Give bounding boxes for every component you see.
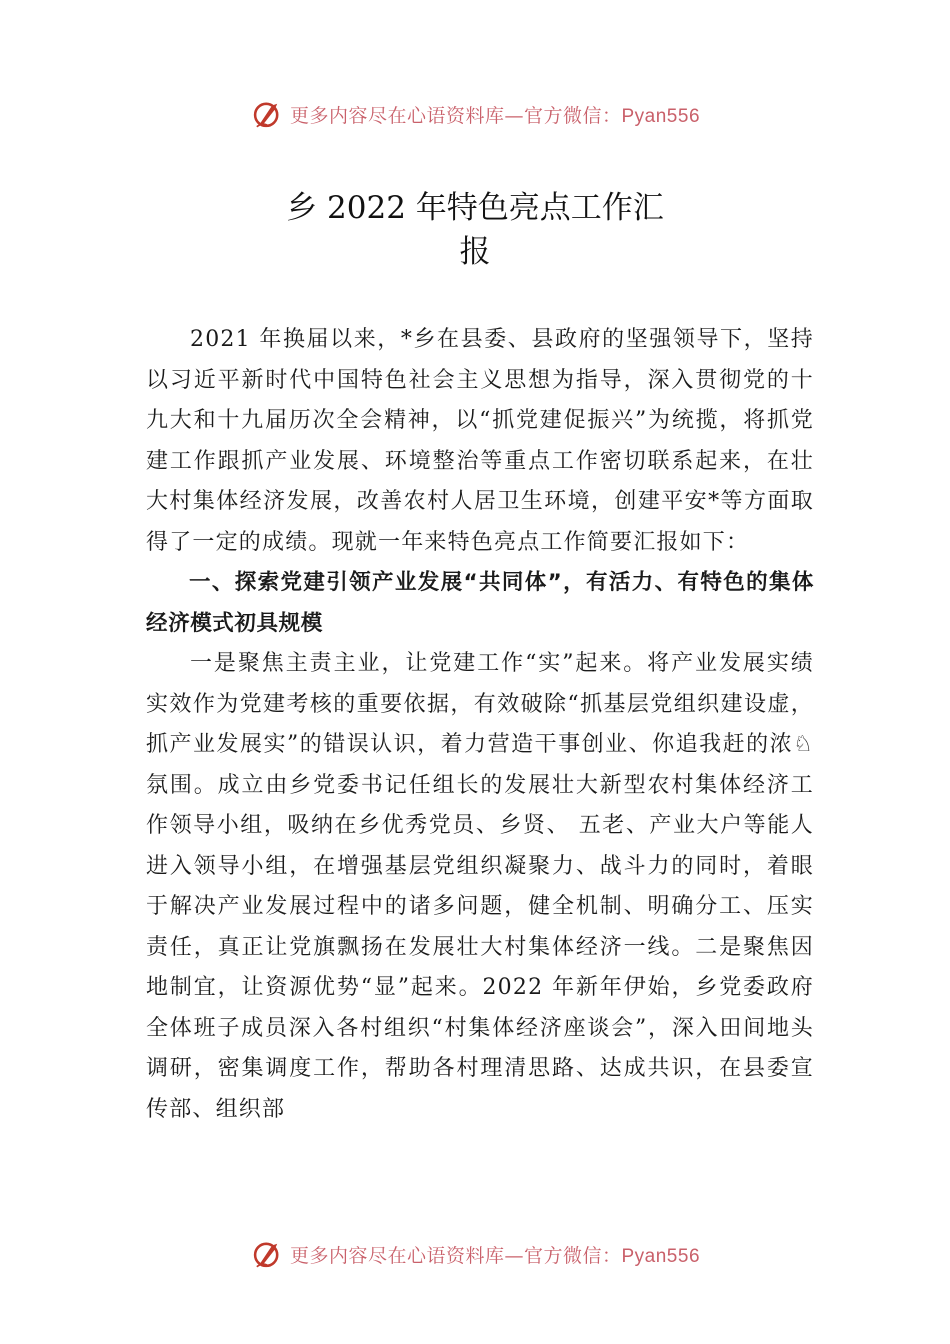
title-line-1: 乡 2022 年特色亮点工作汇: [286, 190, 664, 226]
title-line-2: 报: [459, 234, 491, 270]
document-body: [146, 320, 814, 1130]
document-title: [0, 186, 950, 274]
banner-text: 更多内容尽在心语资料库—官方微信：Pyan556: [289, 1244, 701, 1267]
pen-logo-icon: [250, 1237, 284, 1271]
section-1-paragraph: 一是聚焦主责主业，让党建工作“实”起来。将产业发展实绩实效作为党建考核的重要依据，有效破除“抓基层党组织建设虚，抓产业发展实”的错误认识，着力营造干事创业、你追我赶的浓♘氛围。成立由乡党委书记任组长的发展壮大新型农村集体经济工作领导小组，吸纳在乡优秀党员、乡贤、 五老、产业大户等能人进入领导小组，在增强基层党组织凝聚力、战斗力的同时，着眼于解决产业发展过程中的诸多问题，健全机制、明确分工、压实责任，真正让党旗飘扬在发展壮大村集体经济一线。二是聚焦因地制宜，让资源优势“显”起来。2022 年新年伊始，乡党委政府全体班子成员深入各村组织“村集体经济座谈会”，深入田间地头调研，密集调度工作，帮助各村理清思路、达成共识，在县委宣传部、组织部: [146, 651, 814, 1122]
banner-text: 更多内容尽在心语资料库—官方微信：Pyan556: [289, 104, 701, 127]
section-1-heading: 一、探索党建引领产业发展“共同体”，有活力、有特色的集体经济模式初具规模: [146, 570, 814, 636]
pen-logo-icon: [250, 97, 284, 131]
header-watermark-banner: [0, 94, 950, 134]
footer-watermark-banner: [0, 1234, 950, 1274]
intro-paragraph: 2021 年换届以来，*乡在县委、县政府的坚强领导下，坚持以习近平新时代中国特色社会主义思想为指导，深入贯彻党的十九大和十九届历次全会精神，以“抓党建促振兴”为统揽，将抓党建工作跟抓产业发展、环境整治等重点工作密切联系起来，在壮大村集体经济发展，改善农村人居卫生环境，创建平安*等方面取得了一定的成绩。现就一年来特色亮点工作简要汇报如下：: [146, 327, 814, 555]
